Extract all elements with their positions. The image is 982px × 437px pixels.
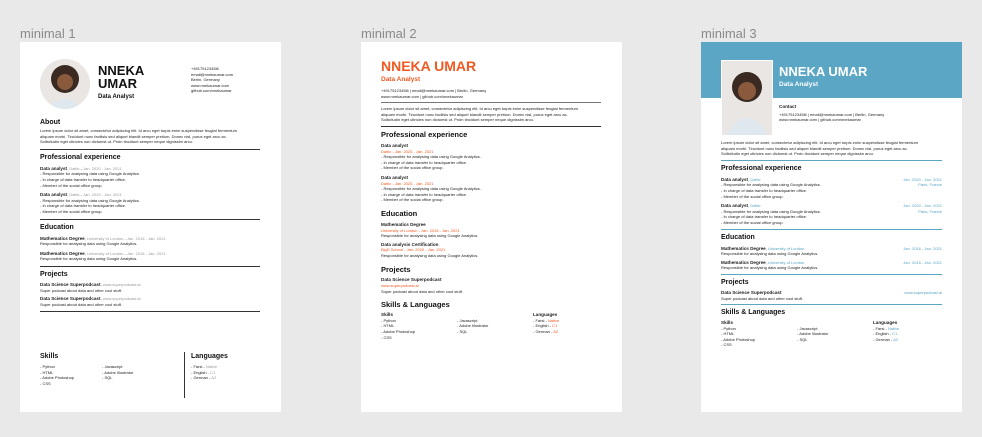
degree-note: Responsible for analysing data using Google Analytics.	[721, 265, 819, 271]
project-title: Data Science Superpodcast	[721, 289, 782, 295]
job-entry: Data analyst Dattic - Jan. 2020 - Jan. 2021 - Responsible for analysing data using Google Analytics. - In charge of data transfer to headquarter office. - Member of the social office group.	[381, 175, 601, 203]
language-level: Native	[887, 325, 900, 331]
school: University of London	[767, 245, 805, 251]
degree-dates: Jan. 2016 - Jan. 2021	[903, 259, 942, 265]
degree-dates: Jan. 2020 - Jan. 2021	[406, 247, 446, 253]
name-last: UMAR	[98, 76, 137, 91]
about-text-1: Lorem ipsum dolor sit amet, consectetur adipiscing elit. Id arcu eget turpis enim suspendisse feugiat fermentum	[381, 106, 578, 112]
skill-item: - HTML	[40, 369, 54, 375]
language-name: - English -	[533, 323, 552, 329]
job-entry: Data analyst, Dattic Jan. 2020 - Jan. 2021 - Responsible for analysing data using Google Analytics. Paris, France - In charge of data transfer to headquarter office. - Member of the social office group.	[721, 203, 942, 225]
divider	[40, 266, 260, 267]
column-divider	[184, 352, 185, 398]
job-entry: Data analyst, Dattic - Jan. 2020 - Jan. 2021 - Responsible for analysing data using Google Analytics. - In charge of data transfer to headquarter office. - Member of the social office group.	[40, 192, 260, 214]
job-dates: Jan. 2020 - Jan. 2021	[83, 165, 122, 171]
bullet: - In charge of data transfer to headquarter office.	[40, 176, 126, 182]
skills-subheading: Skills	[721, 320, 734, 326]
education-heading: Education	[721, 233, 755, 241]
experience-heading: Professional experience	[40, 153, 121, 161]
person-photo-icon	[722, 61, 772, 135]
skill-item: - Python	[40, 364, 55, 369]
skill-item: - Adobe Photoshop	[40, 375, 75, 381]
skill-item: - Adobe Photoshop	[721, 336, 756, 342]
projects-heading: Projects	[381, 265, 411, 275]
language-level: A2	[553, 329, 559, 335]
contact-line-2: www.nnekaumar.com | github.com/nnekaumar	[381, 93, 463, 99]
degree-dates: Jan. 2016 - Jan. 2021	[126, 235, 166, 241]
resume-page-minimal-2[interactable]	[361, 42, 622, 412]
contact-heading: Contact	[779, 104, 797, 109]
languages-heading: Languages	[191, 353, 228, 360]
divider	[721, 274, 942, 275]
bullet: - In charge of data transfer to headquarter office.	[40, 203, 126, 209]
job-title: Data analyst	[381, 174, 409, 180]
job-title: Data analyst	[721, 176, 749, 182]
education-entry: Mathematics Degree University of London - Jan. 2016 - Jan. 2021 Responsible for analysing data using Google Analytics.	[381, 222, 601, 239]
project-title: Data Science Superpodcast	[40, 281, 101, 287]
full-name: NNEKA UMAR	[381, 58, 477, 74]
degree-note: Responsible for analysing data using Google Analytics.	[381, 233, 479, 239]
about-text-2: aliquam morbi. Tincidunt nunc facilisis sed aliquet blandit semper pretium. Donec nisl, purus eget arcu ac.	[40, 133, 227, 139]
divider	[40, 219, 260, 220]
experience-heading: Professional experience	[721, 164, 802, 172]
language-level: A2	[211, 375, 217, 381]
job-company: Dattic	[750, 176, 761, 182]
bullet: - Member of the social office group.	[381, 197, 444, 203]
language-level: C1	[210, 369, 216, 375]
job-title: Data analyst	[40, 165, 68, 171]
degree-note: Responsible for analysing data using Google Analytics.	[40, 256, 138, 262]
bullet: - Member of the social office group.	[721, 219, 784, 225]
divider	[381, 126, 601, 127]
contact-line-1: +4917512345l6 | email@nnekaumar.com | Berlin, Germany	[779, 111, 885, 117]
divider	[721, 160, 942, 161]
language-name: - Farsi -	[533, 317, 547, 323]
bullet: - Responsible for analysing data using Google Analytics.	[381, 186, 481, 192]
language-level: C1	[552, 323, 558, 329]
degree-title: Data analysis Certification	[381, 241, 439, 247]
education-entry: Mathematics Degree, University of London Jan. 2016 - Jan. 2021 Responsible for analysing data using Google Analytics.	[721, 259, 942, 271]
divider	[381, 102, 601, 103]
bullet: - In charge of data transfer to headquarter office.	[381, 191, 467, 197]
project-entry: Data Science Superpodcast, www.superpodcast.ai Super podcast about data and other cool stuff.	[40, 296, 260, 307]
job-dates: Jan. 2020 - Jan. 2021	[394, 180, 434, 186]
degree-title: Mathematics Degree	[40, 250, 85, 256]
job-dates: Jan. 2020 - Jan. 2021	[394, 148, 434, 154]
project-desc: Super podcast about data and other cool stuff.	[381, 288, 463, 294]
education-heading: Education	[40, 223, 74, 231]
person-photo-icon	[40, 59, 90, 109]
contact-block	[191, 66, 233, 94]
frame-label-minimal-2: minimal 2	[361, 26, 417, 41]
language-name: - German -	[533, 329, 553, 335]
project-url[interactable]: www.superpodcast.ai	[102, 281, 141, 287]
school: University of London	[767, 259, 805, 265]
degree-note: Responsible for analysing data using Google Analytics.	[381, 252, 479, 258]
full-name: NNEKA UMAR	[779, 64, 868, 79]
skill-item: - Adobe Illustrator	[797, 331, 829, 337]
frame-label-minimal-3: minimal 3	[701, 26, 757, 41]
job-entry: Data analyst Dattic - Jan. 2020 - Jan. 2021 - Responsible for analysing data using Google Analytics. - In charge of data transfer to headquarter office. - Member of the social office group.	[381, 143, 601, 171]
skills-heading: Skills	[40, 353, 59, 360]
skill-item: - SQL	[797, 336, 808, 342]
job-company: Dattic	[69, 192, 80, 198]
skill-item: - Javascript	[457, 317, 478, 323]
job-entry: Data analyst, Dattic Jan. 2020 - Jan. 2021 - Responsible for analysing data using Google Analytics. Paris, France - In charge of data transfer to headquarter office. - Member of the social office group.	[721, 176, 942, 199]
contact-github[interactable]: github.com/nnekaumar	[191, 88, 232, 94]
school: University of London	[381, 227, 418, 233]
degree-dates: Jan. 2016 - Jan. 2021	[421, 227, 460, 233]
skill-item: - HTML	[381, 323, 395, 329]
about-text-3: Sollicitudin eget ultricies non dictumst ut. Proin tincidunt semper neque dignissim arcu.	[40, 139, 193, 145]
skill-item: - CSS	[381, 334, 392, 340]
projects-heading: Projects	[40, 270, 68, 278]
divider	[40, 149, 260, 150]
profile-photo	[40, 59, 90, 109]
job-location: Paris, France	[918, 182, 942, 188]
role-title: Data Analyst	[779, 81, 819, 88]
degree-dates: Jan. 2016 - Jan. 2021	[126, 250, 166, 256]
project-url[interactable]: www.superpodcast.ai	[904, 289, 942, 295]
skill-item: - Adobe Illustrator	[457, 323, 489, 329]
degree-title: Mathematics Degree	[721, 259, 766, 265]
bullet: - Responsible for analysing data using Google Analytics.	[381, 154, 481, 160]
about-text-2: aliquam morbi. Tincidunt nunc facilisis sed aliquet blandit semper pretium. Donec nisl, purus eget arcu ac.	[381, 111, 568, 117]
about-text-3: Sollicitudin eget ultricies non dictumst ut. Proin tincidunt semper neque dignissim arcu.	[721, 151, 874, 157]
skills-subheading: Skills	[381, 312, 394, 318]
contact-line-1: +4917512345l6 | email@nnekaumar.com | Berlin, Germany	[381, 88, 487, 93]
about-text-2: aliquam morbi. Tincidunt nunc facilisis sed aliquet blandit semper pretium. Donec nisl, purus eget arcu ac.	[721, 145, 908, 151]
project-entry	[721, 290, 942, 301]
education-entry: Data analysis Certification BigD School - Jan. 2020 - Jan. 2021 Responsible for analysing data using Google Analytics.	[381, 242, 601, 259]
bullet: - Member of the social office group.	[721, 193, 784, 199]
experience-heading: Professional experience	[381, 129, 468, 139]
projects-heading: Projects	[721, 278, 749, 286]
education-entry: Mathematics Degree, University of London - Jan. 2016 - Jan. 2021 Responsible for analysing data using Google Analytics.	[40, 251, 260, 262]
divider	[721, 229, 942, 230]
bullet: - Responsible for analysing data using Google Analytics.	[721, 182, 821, 188]
school: University of London	[86, 235, 124, 241]
role-title: Data Analyst	[98, 94, 135, 100]
skill-item: - Adobe Photoshop	[381, 329, 416, 335]
job-company: Dattic	[750, 203, 761, 209]
degree-title: Mathematics Degree	[40, 235, 85, 241]
job-dates: Jan. 2020 - Jan. 2021	[903, 203, 942, 209]
language-name: - German -	[191, 375, 211, 381]
bullet: - Responsible for analysing data using Google Analytics.	[40, 197, 140, 203]
resume-page-minimal-1[interactable]	[20, 42, 281, 412]
skill-item: - CSS	[40, 380, 51, 386]
contact-web[interactable]: www.nnekaumar.com	[191, 82, 230, 88]
about-text-1: Lorem ipsum dolor sit amet, consectetur adipiscing elit. Id arcu eget turpis enim suspendisse feugiat fermentum	[721, 140, 918, 145]
language-level: Native	[205, 364, 218, 369]
degree-note: Responsible for analysing data using Google Analytics.	[721, 251, 819, 257]
bullet: - Member of the social office group.	[40, 182, 103, 188]
contact-line-2: www.nnekaumar.com | github.com/nnekaumar	[779, 117, 861, 123]
school: BigD School	[381, 247, 404, 253]
bullet: - In charge of data transfer to headquarter office.	[721, 214, 807, 220]
about-heading: About	[40, 119, 61, 126]
contact-email[interactable]: email@nnekaumar.com	[191, 71, 234, 77]
languages-subheading: Languages	[873, 320, 898, 326]
project-url[interactable]: www.superpodcast.ai	[102, 296, 141, 302]
bullet: - Member of the social office group.	[381, 165, 444, 171]
divider	[721, 304, 942, 305]
language-level: C1	[892, 331, 898, 337]
job-company: Dattic	[381, 148, 392, 154]
school: University of London	[86, 250, 124, 256]
job-dates: Jan. 2020 - Jan. 2021	[83, 192, 122, 198]
project-desc: Super podcast about data and other cool stuff.	[40, 287, 122, 293]
name-first: NNEKA	[98, 63, 145, 78]
job-dates: Jan. 2020 - Jan. 2021	[903, 176, 942, 182]
bullet: - In charge of data transfer to headquarter office.	[381, 159, 467, 165]
language-name: - Farsi -	[191, 364, 205, 369]
bullet: - Responsible for analysing data using Google Analytics.	[40, 171, 140, 177]
languages-section	[191, 352, 228, 381]
job-company: Dattic	[381, 180, 392, 186]
degree-title: Mathematics Degree	[721, 245, 766, 251]
job-title: Data analyst	[381, 142, 409, 148]
language-name: - English -	[873, 331, 892, 337]
skill-item: - CSS	[721, 342, 732, 348]
language-name: - German -	[873, 336, 893, 342]
degree-title: Mathematics Degree	[381, 221, 426, 227]
education-heading: Education	[381, 208, 418, 218]
profile-photo	[721, 60, 773, 136]
skills-languages-heading: Skills & Languages	[721, 309, 786, 317]
skill-item: - SQL	[102, 375, 113, 381]
project-entry: Data Science Superpodcast, www.superpodcast.ai Super podcast about data and other cool stuff.	[40, 282, 260, 293]
skills-section	[40, 352, 180, 386]
role-title: Data Analyst	[381, 76, 421, 83]
language-name: - Farsi -	[873, 325, 887, 331]
skill-item: - Javascript	[102, 364, 123, 369]
skill-item: - Python	[721, 325, 736, 331]
language-name: - English -	[191, 369, 210, 375]
education-entry: Mathematics Degree, University of London - Jan. 2016 - Jan. 2021 Responsible for analysing data using Google Analytics.	[40, 236, 260, 247]
bullet: - Responsible for analysing data using Google Analytics.	[721, 208, 821, 214]
job-title: Data analyst	[721, 203, 749, 209]
project-entry	[381, 277, 601, 294]
about-text-1: Lorem ipsum dolor sit amet, consectetur adipiscing elit. Id arcu eget turpis enim suspendisse feugiat fermentum	[40, 128, 237, 133]
resume-page-minimal-3[interactable]	[701, 42, 962, 412]
job-company: Dattic	[69, 165, 80, 171]
about-text-3: Sollicitudin eget ultricies non dictumst ut. Proin tincidunt semper neque dignissim arcu.	[381, 117, 534, 123]
skill-item: - Python	[381, 317, 396, 323]
language-level: A2	[893, 336, 899, 342]
job-title: Data analyst	[40, 192, 68, 198]
project-title: Data Science Superpodcast	[381, 277, 442, 283]
project-desc: Super podcast about data and other cool stuff.	[40, 301, 122, 307]
project-url[interactable]: www.superpodcast.ai	[381, 283, 419, 289]
project-title: Data Science Superpodcast	[40, 296, 101, 302]
skill-item: - SQL	[457, 329, 468, 335]
skill-item: - Javascript	[797, 325, 818, 331]
contact-city: Berlin, Germany	[191, 77, 220, 83]
language-level: Native	[547, 317, 560, 323]
job-location: Paris, France	[918, 208, 942, 214]
education-entry: Mathematics Degree, University of London Jan. 2016 - Jan. 2021 Responsible for analysing data using Google Analytics.	[721, 245, 942, 257]
skills-languages-heading: Skills & Languages	[381, 300, 450, 310]
bullet: - In charge of data transfer to headquarter office.	[721, 187, 807, 193]
skill-item: - Adobe Illustrator	[102, 369, 134, 375]
bullet: - Member of the social office group.	[40, 208, 103, 214]
degree-dates: Jan. 2016 - Jan. 2021	[903, 245, 942, 251]
divider	[40, 311, 260, 312]
frame-label-minimal-1: minimal 1	[20, 26, 76, 41]
languages-subheading: Languages	[533, 312, 558, 318]
skill-item: - HTML	[721, 331, 735, 337]
job-entry: Data analyst, Dattic - Jan. 2020 - Jan. 2021 - Responsible for analysing data using Google Analytics. - In charge of data transfer to headquarter office. - Member of the social office group.	[40, 166, 260, 188]
degree-note: Responsible for analysing data using Google Analytics.	[40, 241, 138, 247]
project-desc: Super podcast about data and other cool stuff.	[721, 295, 803, 301]
contact-phone: +4917512345l6	[191, 66, 219, 71]
